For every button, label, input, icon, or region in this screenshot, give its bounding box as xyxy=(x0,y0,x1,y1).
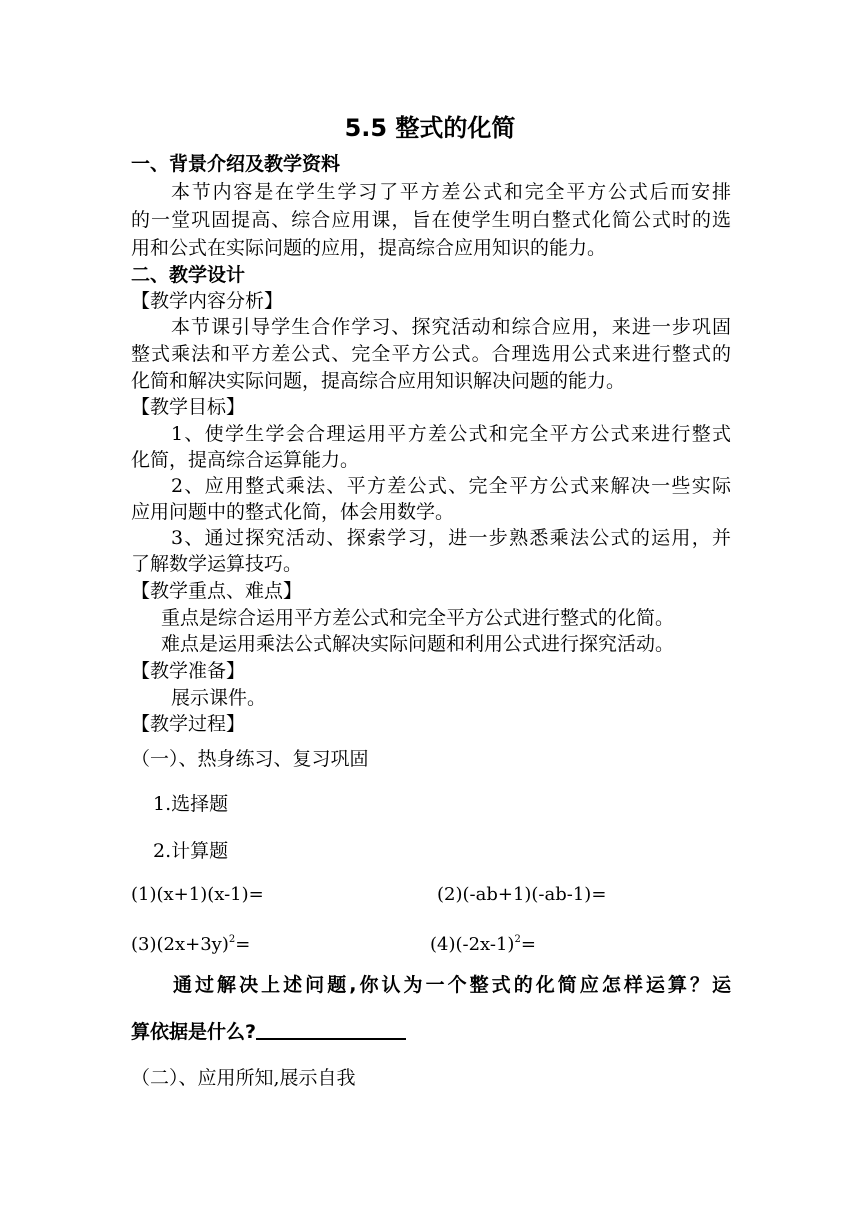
section2-heading: 二、教学设计 xyxy=(131,264,246,286)
section1-paragraph-line1: 本节内容是在学生学习了平方差公式和完全平方公式后而安排 xyxy=(171,181,731,203)
question-line2 xyxy=(131,1016,731,1046)
key-points-heading: 【教学重点、难点】 xyxy=(131,580,303,602)
process-heading: 【教学过程】 xyxy=(131,713,246,735)
key-point-line1: 重点是综合运用平方差公式和完全平方公式进行整式的化简。 xyxy=(161,607,675,629)
goals-line5: 3、通过探究活动、探索学习，进一步熟悉乘法公式的运用，并 xyxy=(171,527,731,549)
equation-4-tail: = xyxy=(520,934,536,955)
item-calculation: 2.计算题 xyxy=(153,840,229,862)
equation-4 xyxy=(430,927,536,958)
equation-3-exponent: 2 xyxy=(228,934,236,945)
section1-heading: 一、背景介绍及教学资料 xyxy=(131,153,341,175)
preparation-line1: 展示课件。 xyxy=(171,687,267,709)
equation-4-exponent: 2 xyxy=(514,934,521,945)
question-line2-text: 算依据是什么? xyxy=(131,1021,257,1043)
goals-line2: 化简，提高综合运算能力。 xyxy=(131,449,360,471)
equation-1: (1)(x+1)(x-1)= xyxy=(131,884,264,905)
content-analysis-heading: 【教学内容分析】 xyxy=(131,290,284,312)
process-part2-heading: （二）、应用所知,展示自我 xyxy=(131,1067,356,1089)
goals-line1: 1、使学生学会合理运用平方差公式和完全平方公式来进行整式 xyxy=(171,423,731,445)
question-line1: 通过解决上述问题,你认为一个整式的化简应怎样运算？运 xyxy=(173,974,731,996)
equation-3-tail: = xyxy=(235,934,251,955)
preparation-heading: 【教学准备】 xyxy=(131,660,246,682)
equation-3-base: (3)(2x+3y) xyxy=(131,934,229,955)
section1-paragraph-line2: 的一堂巩固提高、综合应用课，旨在使学生明白整式化简公式时的选 xyxy=(131,209,731,231)
process-part1-heading: （一）、热身练习、复习巩固 xyxy=(131,748,369,770)
section1-paragraph-line3: 用和公式在实际问题的应用，提高综合应用知识的能力。 xyxy=(131,237,607,259)
equation-4-base: (4)(-2x-1) xyxy=(430,934,515,955)
equation-2: (2)(-ab+1)(-ab-1)= xyxy=(437,884,607,905)
goals-line6: 了解数学运算技巧。 xyxy=(131,553,303,575)
content-analysis-line3: 化简和解决实际问题，提高综合应用知识解决问题的能力。 xyxy=(131,370,626,392)
goals-line3: 2、应用整式乘法、平方差公式、完全平方公式来解决一些实际 xyxy=(171,475,731,497)
answer-blank[interactable] xyxy=(256,1016,406,1040)
goals-line4: 应用问题中的整式化简，体会用数学。 xyxy=(131,501,455,523)
page-title: 5.5 整式的化简 xyxy=(344,114,516,142)
equation-3 xyxy=(131,927,250,958)
goals-heading: 【教学目标】 xyxy=(131,396,246,418)
key-point-line2: 难点是运用乘法公式解决实际问题和利用公式进行探究活动。 xyxy=(161,633,675,655)
content-analysis-line1: 本节课引导学生合作学习、探究活动和综合应用，来进一步巩固 xyxy=(171,316,731,338)
item-multiple-choice: 1.选择题 xyxy=(153,793,229,815)
content-analysis-line2: 整式乘法和平方差公式、完全平方公式。合理选用公式来进行整式的 xyxy=(131,343,731,365)
